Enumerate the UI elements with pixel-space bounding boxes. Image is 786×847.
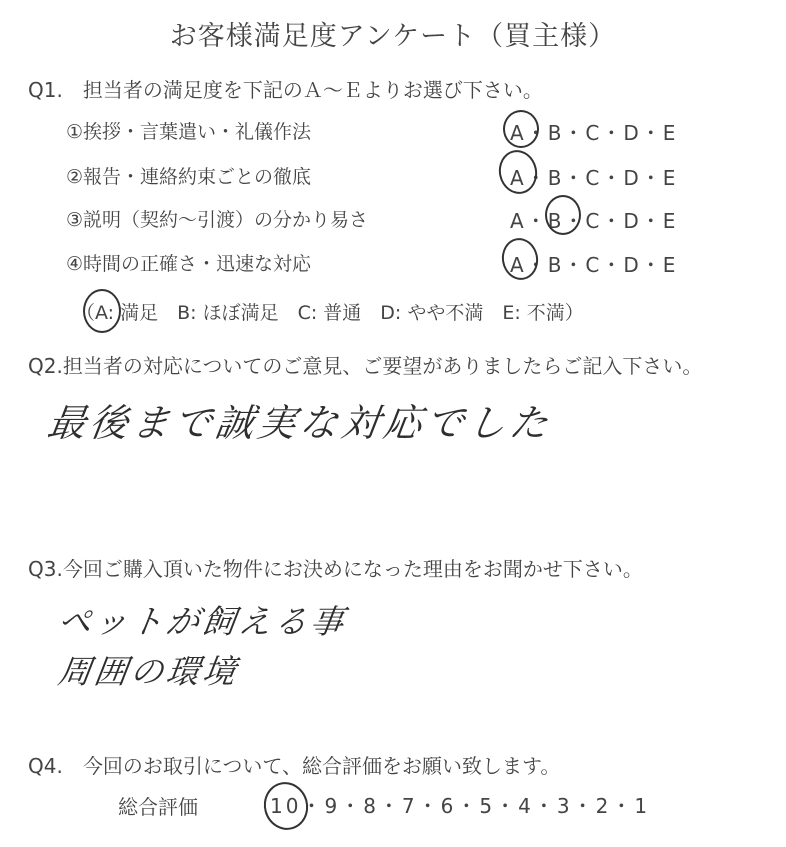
- grade-e[interactable]: E: [662, 166, 678, 190]
- q4-selection-circle: [259, 777, 314, 835]
- score-5[interactable]: 5: [479, 794, 496, 818]
- q1-item-3-selection-circle: [545, 195, 581, 235]
- grade-a[interactable]: A: [510, 253, 526, 277]
- grade-b[interactable]: B: [547, 121, 564, 145]
- grade-e[interactable]: E: [662, 121, 678, 145]
- grade-b[interactable]: B: [547, 253, 564, 277]
- grade-d[interactable]: D: [623, 166, 641, 190]
- score-3[interactable]: 3: [556, 794, 573, 818]
- grade-b[interactable]: B: [547, 166, 564, 190]
- q1-item-4-label: ④時間の正確さ・迅速な対応: [66, 253, 312, 275]
- q1-item-1-label: ①挨拶・言葉遣い・礼儀作法: [66, 121, 312, 143]
- score-2[interactable]: 2: [595, 794, 612, 818]
- q4-score-scale: 10・9・8・7・6・5・4・3・2・1: [270, 794, 651, 818]
- grade-d[interactable]: D: [623, 253, 641, 277]
- q1-item-2-label: ②報告・連絡約束ごとの徹底: [66, 166, 312, 188]
- score-10[interactable]: 10: [270, 794, 302, 818]
- survey-title: お客様満足度アンケート（買主様）: [169, 21, 617, 52]
- q1-item-3-grades: A・B・C・D・E: [510, 209, 678, 233]
- grade-c[interactable]: C: [585, 166, 602, 190]
- grade-a[interactable]: A: [510, 166, 526, 190]
- q1-item-3-label: ③説明（契約～引渡）の分かり易さ: [66, 209, 369, 231]
- q1-item-1-selection-circle: [503, 110, 539, 148]
- legend-a-circle: [83, 289, 121, 333]
- q4-score-label: 総合評価: [118, 795, 198, 819]
- grade-c[interactable]: C: [585, 121, 602, 145]
- score-8[interactable]: 8: [363, 794, 379, 818]
- grade-e[interactable]: E: [662, 209, 678, 233]
- q3-handwritten-answer-line-1: ペットが飼える事: [55, 602, 350, 641]
- grade-c[interactable]: C: [585, 253, 602, 277]
- q1-question: Q1. 担当者の満足度を下記のＡ～Ｅよりお選び下さい。: [28, 78, 543, 102]
- grade-d[interactable]: D: [623, 209, 641, 233]
- grade-d[interactable]: D: [623, 121, 641, 145]
- q2-handwritten-answer: 最後まで誠実な対応でした: [44, 401, 555, 445]
- q1-item-2-grades: A・B・C・D・E: [510, 166, 678, 190]
- grade-e[interactable]: E: [662, 253, 678, 277]
- grade-b[interactable]: B: [547, 209, 564, 233]
- q2-question: Q2.担当者の対応についてのご意見、ご要望がありましたらご記入下さい。: [28, 354, 703, 378]
- grade-a[interactable]: A: [510, 209, 526, 233]
- q1-item-4-grades: A・B・C・D・E: [510, 253, 678, 277]
- q1-item-1-grades: A・B・C・D・E: [510, 121, 678, 145]
- score-1[interactable]: 1: [634, 794, 651, 818]
- score-4[interactable]: 4: [518, 794, 534, 818]
- score-6[interactable]: 6: [440, 794, 457, 818]
- q3-handwritten-answer-line-2: 周囲の環境: [55, 652, 242, 691]
- grade-c[interactable]: C: [585, 209, 602, 233]
- score-7[interactable]: 7: [401, 794, 418, 818]
- q3-question: Q3.今回ご購入頂いた物件にお決めになった理由をお聞かせ下さい。: [28, 557, 643, 581]
- score-9[interactable]: 9: [324, 794, 341, 818]
- q1-grade-legend: （A: 満足 B: ほぼ満足 C: 普通 D: やや不満 E: 不満）: [76, 302, 584, 324]
- q4-question: Q4. 今回のお取引について、総合評価をお願い致します。: [28, 754, 561, 778]
- grade-a[interactable]: A: [510, 121, 526, 145]
